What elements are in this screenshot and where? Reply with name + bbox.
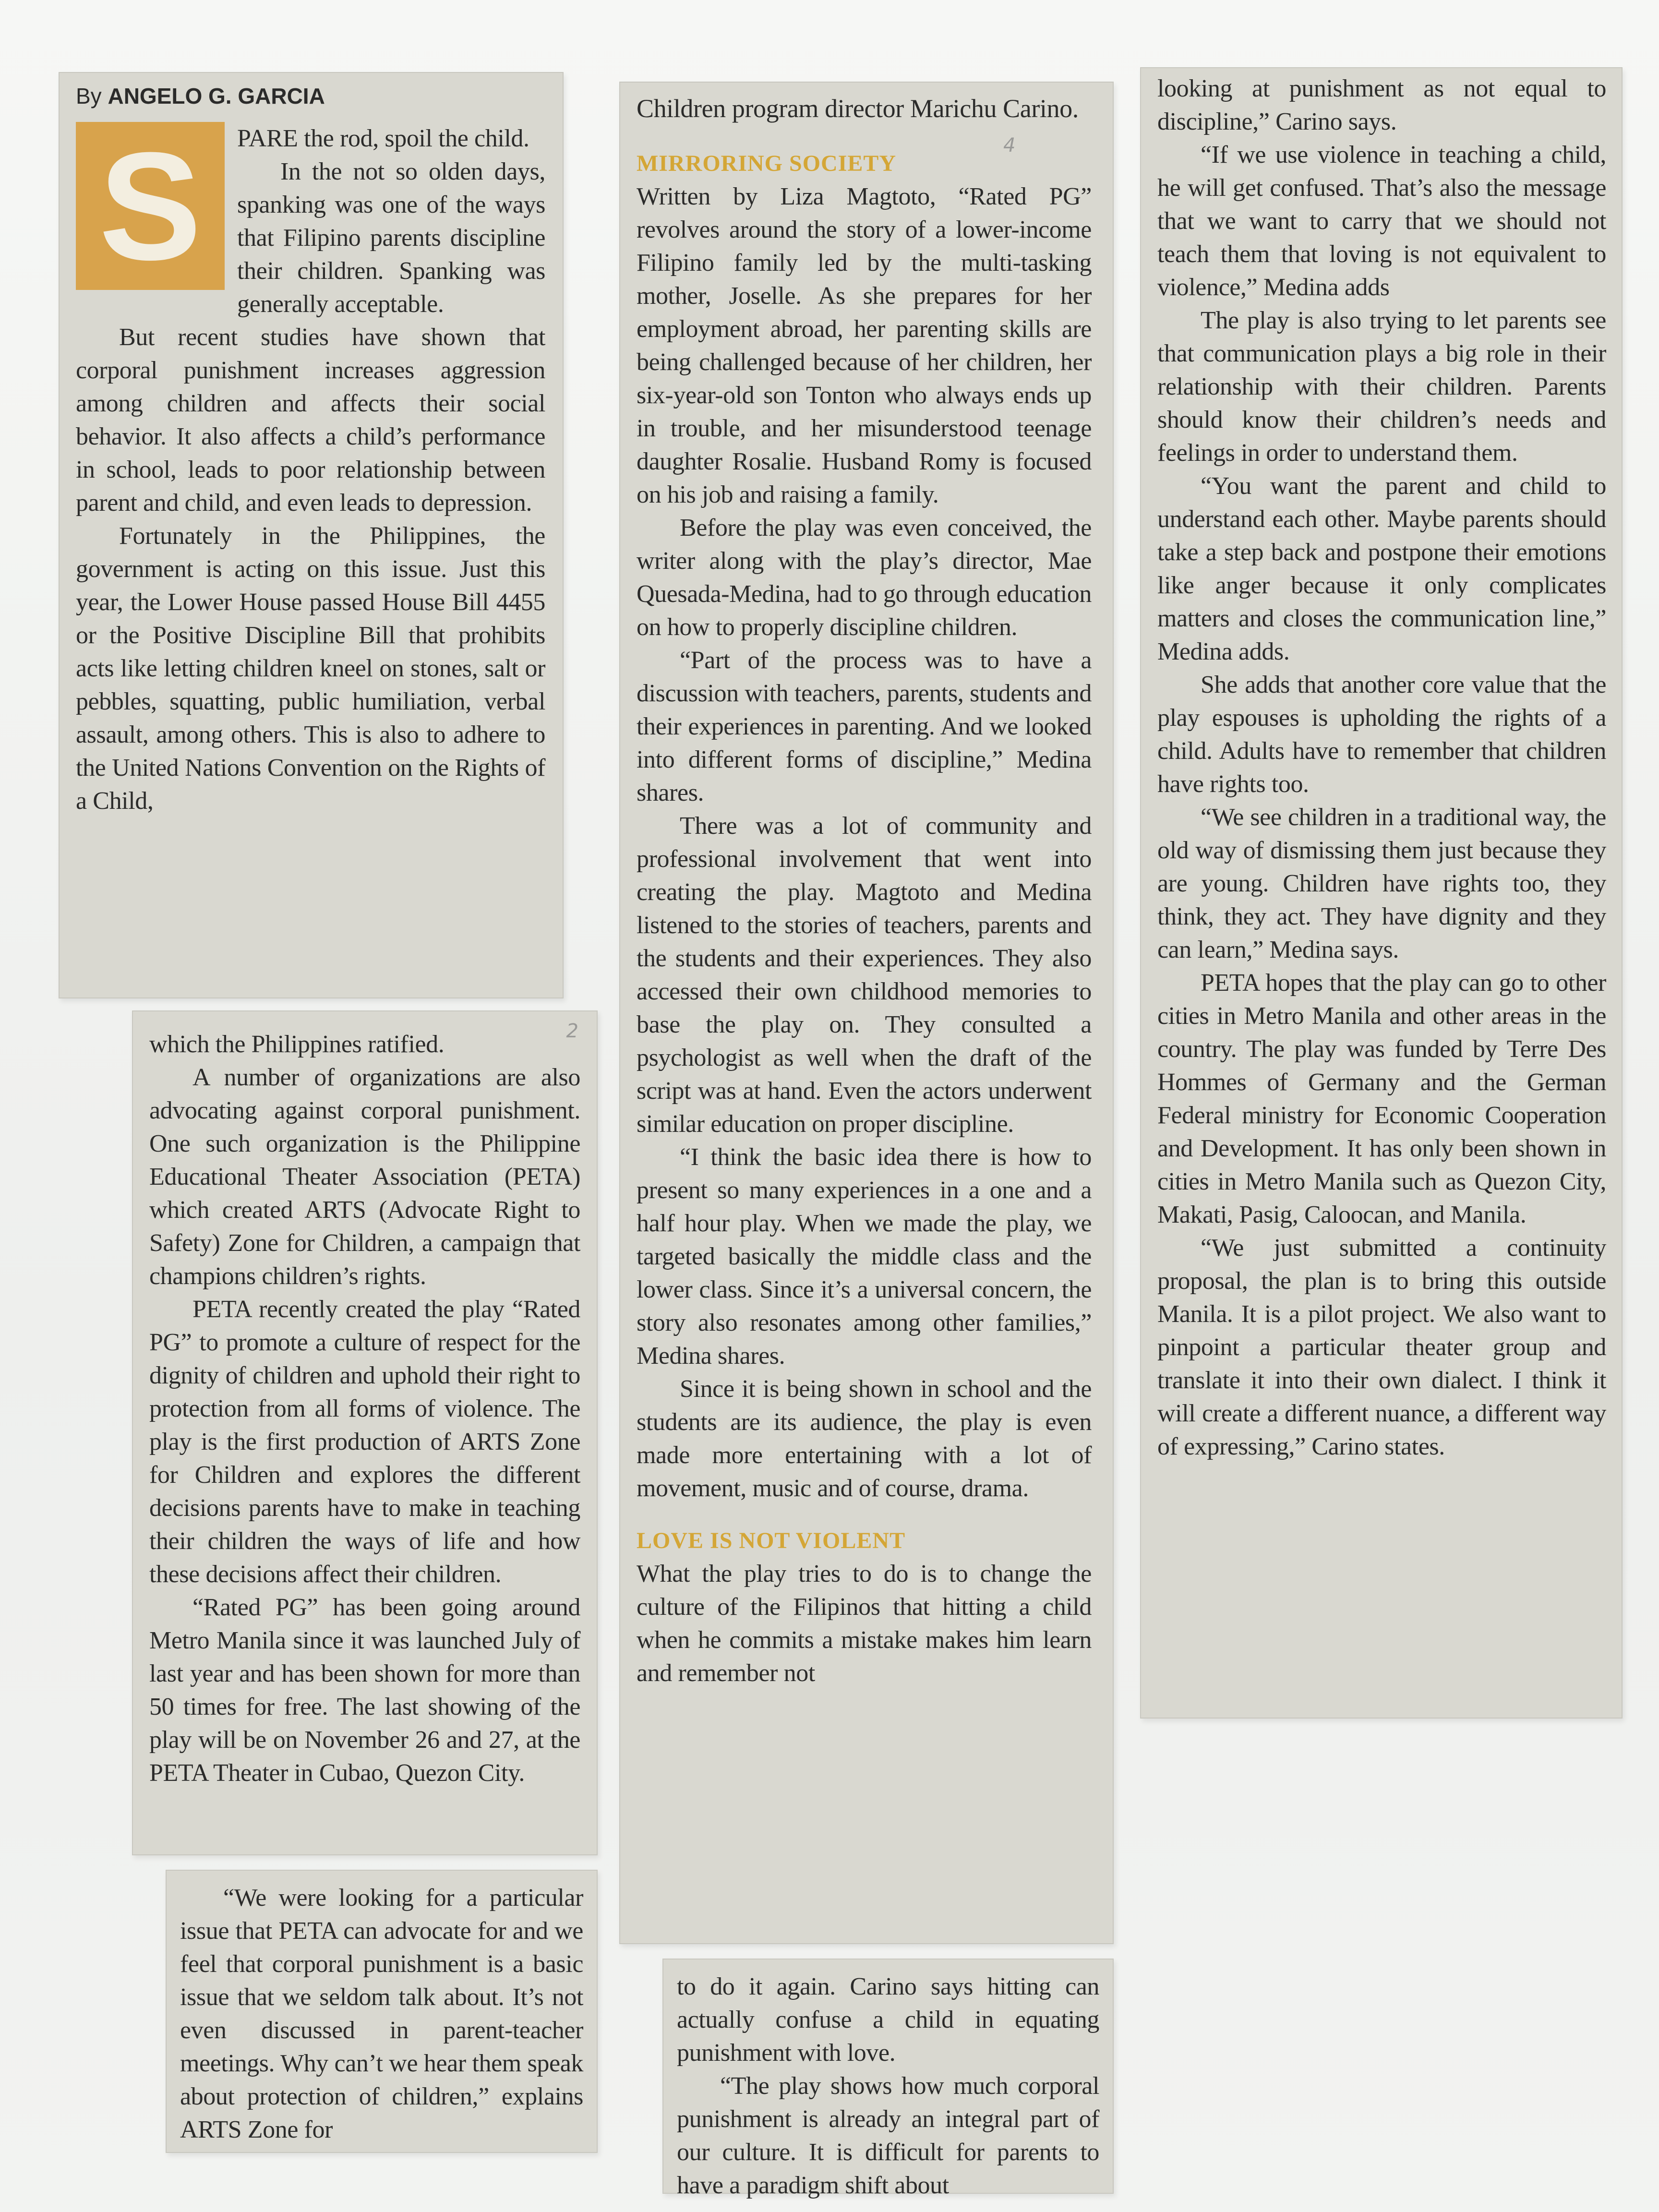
paragraph: to do it again. Carino says hitting can actually confuse a child in equating punishment with love. (677, 1973, 1099, 2067)
paragraph: Since it is being shown in school and the students are its audience, the play is even made more entertaining with a lot of movement, music and of course, drama. (637, 1375, 1092, 1502)
paragraph: Fortunately in the Philippines, the government is acting on this issue. Just this year, the Lower House passed House Bill 4455 or the Positive Discipline Bill that prohibits acts like letting children kneel on stones, salt or pebbles, squatting, public humiliation, verbal assault, among others. This is also to adhere to the United Nations Convention on the Rights of a Child, (76, 522, 545, 815)
paragraph: “You want the parent and child to understand each other. Maybe parents should take a step back and postpone their emotions like anger because it only complicates matters and closes the communication line,” Medina adds. (1157, 472, 1606, 665)
paragraph: In the not so olden days, spanking was one of the ways that Filipino parents discipline their children. Spanking was generally acceptable. (237, 158, 545, 318)
paragraph: looking at punishment as not equal to discipline,” Carino says. (1157, 75, 1606, 135)
paragraph: “We just submitted a continuity proposal, the plan is to bring this outside Manila. It is a pilot project. We also want to pinpoint a particular theater group and translate it into their own dialect. I think it will create a different nuance, a different way of expressing,” Carino states. (1157, 1234, 1606, 1460)
paragraph: “Rated PG” has been going around Metro Manila since it was launched July of last year and has been shown for more than 50 times for free. The last showing of the play will be on November 26 and 27, at the PETA Theater in Cubao, Quezon City. (149, 1594, 580, 1787)
clipping-col2-bottom (662, 1959, 1114, 2199)
paragraph: The play is also trying to let parents see that communication plays a big role in their relationship with their children. Parents should know their children’s needs and feelings in order to understand them. (1157, 307, 1606, 467)
dropcap-letter: S (76, 122, 225, 290)
clipping-col1-top (59, 72, 564, 998)
lead-sentence: PARE the rod, spoil the child. (237, 125, 529, 152)
paragraph: “We were looking for a particular issue that PETA can advocate for and we feel that corporal punishment is a basic issue that we seldom talk about. It’s not even discussed in parent-teacher meetings. Why can’t we hear them speak about protection of children,” explains ARTS Zone for (180, 1884, 583, 2143)
paragraph: “We see children in a traditional way, the old way of dismissing them just because they are young. Children have rights too, they think, they act. They have dignity and they can learn,” Medina says. (1157, 804, 1606, 963)
paragraph: PETA hopes that the play can go to other cities in Metro Manila and other areas in the country. The play was funded by Terre Des Hommes of Germany and the German Federal ministry for Economic Cooperation and Development. It has only been shown in cities in Metro Manila such as Quezon City, Makati, Pasig, Caloocan, and Manila. (1157, 969, 1606, 1228)
clipping-col1-middle (132, 1010, 598, 1855)
byline-prefix: By (76, 84, 102, 108)
pencil-mark: 4 (1003, 134, 1016, 156)
paragraph: A number of organizations are also advocating against corporal punishment. One such organization is the Philippine Educational Theater Association (PETA) which created ARTS (Advocate Right to Safety) Zone for Children, a campaign that champions children’s rights. (149, 1064, 580, 1290)
clipping-col1-bottom (166, 1870, 598, 2153)
paragraph: What the play tries to do is to change the culture of the Filipinos that hitting a child when he commits a mistake makes him learn and remember not (637, 1560, 1092, 1687)
paragraph: There was a lot of community and professional involvement that went into creating the play. Magtoto and Medina listened to the stories of teachers, parents and the students and their experiences. They also accessed their own childhood memories to base the play on. They consulted a psychologist as well when the draft of the script was at hand. Even the actors underwent similar education on proper discipline. (637, 812, 1092, 1138)
paragraph: “I think the basic idea there is how to present so many experiences in a one and a half hour play. When we made the play, we targeted basically the middle class and the lower class. Since it’s a universal concern, the story also resonates among other families,” Medina shares. (637, 1143, 1092, 1370)
byline-author: ANGELO G. GARCIA (108, 84, 325, 108)
intro-paragraph: Children program director Marichu Carino. (637, 94, 1079, 123)
paragraph: Before the play was even conceived, the writer along with the play’s director, Mae Quesada-Medina, had to go through education on how to properly discipline children. (637, 514, 1092, 641)
paragraph: But recent studies have shown that corporal punishment increases aggression among children and affects their social behavior. It also affects a child’s performance in school, leads to poor relationship between parent and child, and even leads to depression. (76, 324, 545, 517)
paragraph: Written by Liza Magtoto, “Rated PG” revolves around the story of a lower-income Filipino family led by the multi-tasking mother, Joselle. As she prepares for her employment abroad, her parenting skills are being challenged because of her children, her six-year-old son Tonton who always ends up in trouble, and her misunderstood teenage daughter Rosalie. Husband Romy is focused on his job and raising a family. (637, 183, 1092, 508)
paragraph: “The play shows how much corporal punishment is already an integral part of our culture. It is difficult for parents to have a paradigm shift about (677, 2072, 1099, 2199)
paragraph: PETA recently created the play “Rated PG” to promote a culture of respect for the dignity of children and uphold their right to protection from all forms of violence. The play is the first production of ARTS Zone for Children and explores the different decisions parents have to make in teaching their children the ways of life and how these decisions affect their children. (149, 1296, 580, 1588)
paragraph: “Part of the process was to have a discussion with teachers, parents, students and their experiences in parenting. And we looked into different forms of discipline,” Medina shares. (637, 647, 1092, 806)
subhead-love-is-not-violent: LOVE IS NOT VIOLENT (637, 1528, 906, 1553)
clipping-col2-top (619, 82, 1114, 1944)
paragraph: “If we use violence in teaching a child, he will get confused. That’s also the message that we want to carry that we should not teach them that loving is not equivalent to violence,” Medina adds (1157, 141, 1606, 301)
pencil-mark: 2 (566, 1020, 578, 1042)
clipping-col3 (1140, 67, 1623, 1719)
byline (76, 82, 545, 110)
subhead-mirroring-society: MIRRORING SOCIETY (637, 151, 897, 176)
paragraph: which the Philippines ratified. (149, 1031, 445, 1058)
paragraph: She adds that another core value that the play espouses is upholding the rights of a child. Adults have to remember that children have rights too. (1157, 671, 1606, 798)
